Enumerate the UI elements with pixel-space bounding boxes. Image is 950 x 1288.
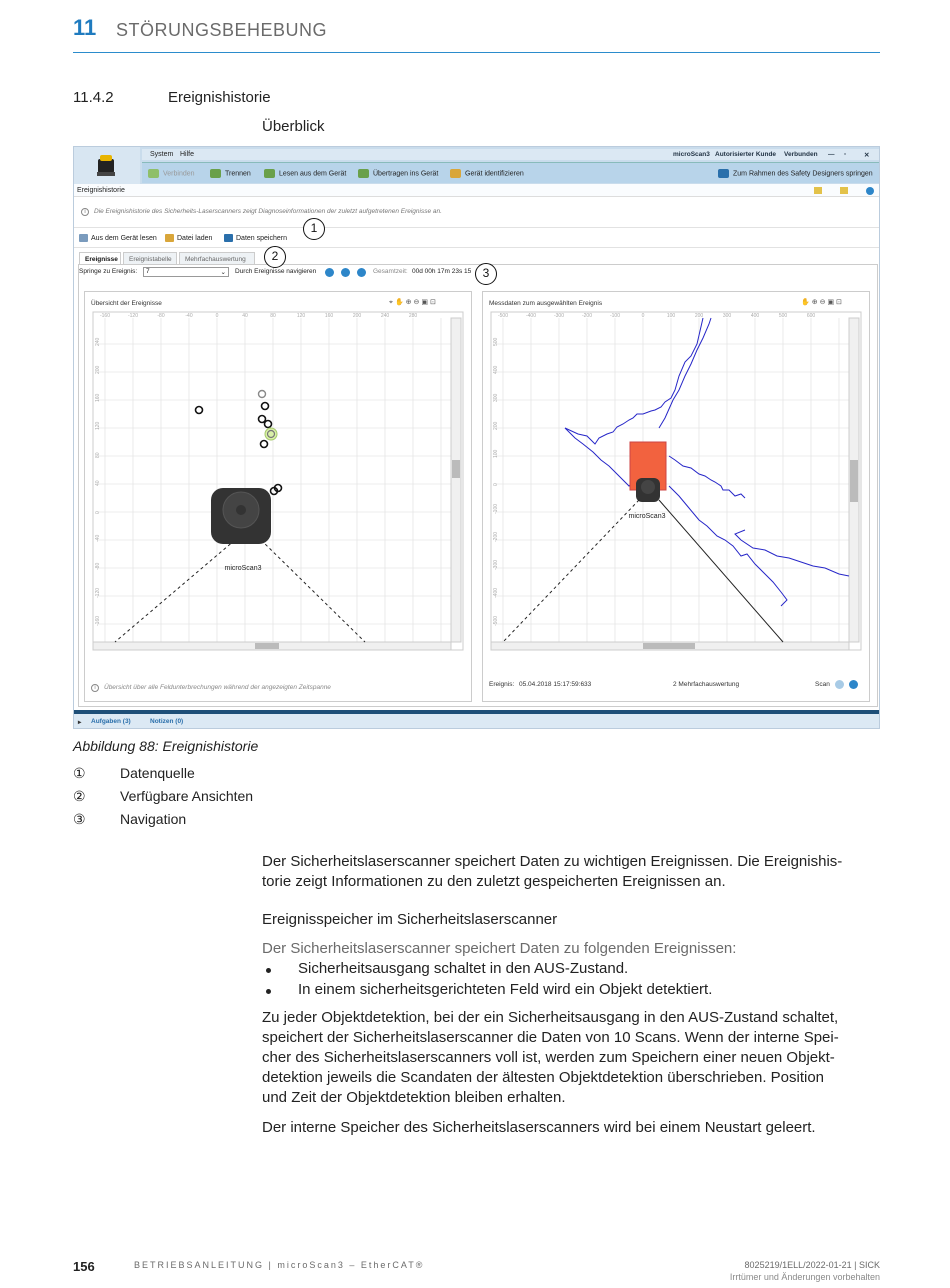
- events-overview-title: Übersicht der Ereignisse: [91, 300, 162, 307]
- chapter-title: STÖRUNGSBEHEBUNG: [116, 20, 328, 40]
- disconnect-label: Trennen: [225, 170, 251, 178]
- x-tick-label: 80: [270, 313, 276, 319]
- info-text: [81, 208, 442, 216]
- y-tick-label: 300: [493, 393, 499, 402]
- menu-system[interactable]: System: [150, 151, 174, 158]
- x-tick-label: -300: [553, 313, 565, 319]
- expand-icon[interactable]: ▸: [78, 719, 82, 726]
- x-tick-label: -400: [525, 313, 537, 319]
- breadcrumb: [74, 184, 880, 197]
- save-data-label: Daten speichern: [236, 234, 287, 242]
- transfer-device-button[interactable]: [358, 169, 438, 178]
- software-screenshot: [73, 146, 880, 729]
- y-tick-label: 80: [95, 452, 101, 458]
- y-tick-label: 200: [95, 365, 101, 374]
- y-tick-label: 120: [95, 421, 101, 430]
- x-tick-label: -80: [157, 313, 165, 319]
- first-event-icon[interactable]: [325, 268, 334, 277]
- divider: [74, 247, 880, 248]
- x-tick-label: -200: [581, 313, 593, 319]
- x-tick-label: 120: [296, 313, 306, 319]
- previous-event-icon[interactable]: [341, 268, 350, 277]
- x-tick-label: -40: [185, 313, 193, 319]
- read-from-device-icon: [79, 234, 88, 242]
- text-line: torie zeigt Informationen zu den zuletzt gespeicherten Ereignissen an.: [262, 873, 726, 890]
- total-time-value: 00d 00h 17m 23s 15: [412, 268, 472, 275]
- legend-text: Navigation: [120, 811, 187, 827]
- text-line: detektion jeweils die Scandaten der ältesten Objektdetektion überschrieben. Position: [262, 1069, 825, 1086]
- load-file-button[interactable]: [165, 234, 212, 242]
- list-item-text: In einem sicherheitsgerichteten Feld wird ein Objekt detektiert.: [298, 981, 713, 998]
- app-logo: [74, 147, 140, 184]
- info-label: Die Ereignishistorie des Sicherheits-Laserscanners zeigt Diagnoseinformationen der zuletzt aufgetretenen Ereignisse an.: [94, 208, 442, 215]
- section-title: Ereignishistorie: [168, 89, 271, 106]
- page-number: 156: [73, 1259, 95, 1274]
- save-data-button[interactable]: [224, 234, 287, 242]
- tab-events[interactable]: Ereignisse: [79, 252, 121, 265]
- x-tick-label: 280: [408, 313, 418, 319]
- safety-designer-icon: [718, 169, 729, 178]
- user-level-label: Autorisierter Kunde: [715, 151, 777, 158]
- load-file-label: Datei laden: [177, 234, 213, 242]
- y-tick-label: 240: [95, 337, 101, 346]
- menu-help[interactable]: Hilfe: [180, 151, 195, 158]
- event-select-value: 7: [146, 268, 150, 275]
- help-icons: [814, 186, 874, 196]
- overview-footer: [91, 684, 331, 692]
- events-overview-plot: [85, 310, 473, 660]
- x-tick-label: 500: [778, 313, 788, 319]
- x-tick-label: 40: [242, 313, 248, 319]
- y-tick-label: -40: [95, 534, 101, 542]
- toolbar: [142, 162, 880, 183]
- x-tick-label: 200: [352, 313, 362, 319]
- identify-device-label: Gerät identifizieren: [465, 170, 524, 178]
- y-tick-label: 0: [493, 483, 499, 486]
- breadcrumb-label: Ereignishistorie: [77, 187, 125, 194]
- info-icon: i: [91, 684, 99, 692]
- legend-text: Verfügbare Ansichten: [120, 788, 254, 804]
- y-tick-label: 40: [95, 480, 101, 486]
- info-icon: i: [81, 208, 89, 216]
- list-item: [262, 981, 880, 1001]
- x-tick-label: 240: [380, 313, 390, 319]
- chapter-number: 11: [73, 15, 97, 40]
- tab-multi-evaluation[interactable]: Mehrfachauswertung: [179, 252, 255, 265]
- legend-number: ①: [73, 765, 86, 781]
- menu-bar: [142, 149, 880, 160]
- y-tick-label: 200: [493, 421, 499, 430]
- app-header: [74, 147, 880, 184]
- y-tick-label: -80: [95, 562, 101, 570]
- svg-text:microScan3: microScan3: [224, 565, 262, 572]
- y-tick-label: -300: [493, 559, 499, 570]
- divider: [74, 227, 880, 228]
- safety-designer-label: Zum Rahmen des Safety Designers springen: [733, 170, 873, 178]
- y-tick-label: -160: [95, 615, 101, 626]
- folder-icon: [165, 234, 174, 242]
- device-label: microScan3: [673, 151, 710, 158]
- tab-event-table[interactable]: Ereignistabelle: [123, 252, 177, 265]
- bullet-icon: [266, 989, 271, 994]
- text-line: und Zeit der Objektdetektion bleiben erhalten.: [262, 1089, 566, 1106]
- chevron-down-icon: ⌄: [220, 269, 226, 276]
- y-tick-label: 100: [493, 449, 499, 458]
- intro-paragraph: [262, 852, 880, 892]
- text-line: cher des Sicherheitslaserscanners voll ist, werden zum Speichern einer neuen Objekt-: [262, 1049, 835, 1066]
- jump-label: Springe zu Ereignis:: [79, 268, 138, 275]
- legend-number: ③: [73, 811, 86, 827]
- zoom-tool-icons[interactable]: ⌖✋⊕⊖▣⊡: [389, 299, 438, 306]
- y-tick-label: -200: [493, 531, 499, 542]
- disconnect-button[interactable]: [210, 169, 251, 178]
- previous-scan-icon[interactable]: [835, 680, 844, 689]
- callout-2: 2: [264, 246, 286, 268]
- x-tick-label: 0: [215, 313, 219, 319]
- total-time-label: Gesamtzeit:: [373, 268, 408, 275]
- subsection-heading: Ereignisspeicher im Sicherheitslaserscanner: [262, 911, 558, 928]
- notes-link[interactable]: Notizen (0): [150, 718, 184, 725]
- navigate-label: Durch Ereignisse navigieren: [235, 268, 317, 275]
- text-line: Der Sicherheitslaserscanner speichert Daten zu wichtigen Ereignissen. Die Ereignishis-: [262, 853, 843, 870]
- event-select[interactable]: [143, 267, 229, 277]
- y-tick-label: 400: [493, 365, 499, 374]
- bullet-icon: [266, 968, 271, 973]
- text-line: Zu jeder Objektdetektion, bei der ein Sicherheitsausgang in den AUS-Zustand schaltet,: [262, 1009, 839, 1026]
- connect-label: Verbinden: [163, 170, 195, 178]
- section-number: 11.4.2: [73, 89, 114, 106]
- restart-paragraph: Der interne Speicher des Sicherheitslaserscanners wird bei einem Neustart geleert.: [262, 1119, 816, 1136]
- transfer-device-icon: [358, 169, 369, 178]
- safety-designer-jump-button[interactable]: [718, 169, 873, 178]
- connect-button[interactable]: [148, 169, 195, 178]
- zoom-tool-icons[interactable]: ✋⊕⊖▣⊡: [801, 299, 844, 306]
- y-tick-label: -400: [493, 587, 499, 598]
- y-tick-label: -120: [95, 587, 101, 598]
- callout-3: 3: [475, 263, 497, 285]
- event-timestamp: 05.04.2018 15:17:59:633: [519, 681, 592, 688]
- x-tick-label: 160: [324, 313, 334, 319]
- close-icon[interactable]: ✕: [864, 152, 870, 159]
- events-overview-panel: [84, 291, 472, 702]
- connect-icon: [148, 169, 159, 178]
- figure-caption: Abbildung 88: Ereignishistorie: [73, 738, 259, 754]
- scanner-logo-icon: [96, 153, 116, 177]
- callout-1: 1: [303, 218, 325, 240]
- maximize-icon[interactable]: ▫: [844, 151, 847, 158]
- header-divider: [73, 52, 880, 53]
- section-subtitle: Überblick: [262, 118, 325, 135]
- multi-evaluation-count: 2 Mehrfachauswertung: [673, 681, 740, 688]
- detection-paragraph: [262, 1008, 880, 1108]
- minimize-icon[interactable]: —: [828, 151, 835, 158]
- x-tick-label: 200: [694, 313, 704, 319]
- x-tick-label: 0: [641, 313, 645, 319]
- read-device-icon: [264, 169, 275, 178]
- svg-text:microScan3: microScan3: [628, 513, 666, 520]
- legend-text: Datenquelle: [120, 765, 195, 781]
- text-line: speichert der Sicherheitslaserscanner die Daten von 10 Scans. Wenn der interne Spei-: [262, 1029, 839, 1046]
- read-from-device-label: Aus dem Gerät lesen: [91, 234, 157, 242]
- tasks-link[interactable]: Aufgaben (3): [91, 718, 131, 725]
- event-measurement-panel: [482, 291, 870, 702]
- bottom-bar: [74, 714, 880, 729]
- y-tick-label: 160: [95, 393, 101, 402]
- next-event-icon[interactable]: [357, 268, 366, 277]
- y-tick-label: 500: [493, 337, 499, 346]
- read-device-button[interactable]: [264, 169, 346, 178]
- read-from-device-button[interactable]: [79, 234, 157, 242]
- x-tick-label: 600: [806, 313, 816, 319]
- overview-footer-label: Übersicht über alle Feldunterbrechungen während der angezeigten Zeitspanne: [104, 684, 331, 691]
- list-intro: Der Sicherheitslaserscanner speichert Daten zu folgenden Ereignissen:: [262, 940, 737, 957]
- scan-label: Scan: [815, 681, 830, 688]
- event-measurement-title: Messdaten zum ausgewählten Ereignis: [489, 300, 603, 307]
- x-tick-label: -100: [609, 313, 621, 319]
- x-tick-label: 300: [722, 313, 732, 319]
- legal-note: Irrtümer und Änderungen vorbehalten: [729, 1272, 880, 1282]
- connection-status: Verbunden: [784, 151, 818, 158]
- list-item: [262, 960, 880, 980]
- x-tick-label: 100: [666, 313, 676, 319]
- list-item-text: Sicherheitsausgang schaltet in den AUS-Zustand.: [298, 960, 629, 977]
- x-tick-label: -160: [99, 313, 111, 319]
- identify-device-button[interactable]: [450, 169, 524, 178]
- x-tick-label: -500: [497, 313, 509, 319]
- identify-device-icon: [450, 169, 461, 178]
- event-measurement-plot: [483, 310, 871, 660]
- save-icon: [224, 234, 233, 242]
- read-device-label: Lesen aus dem Gerät: [279, 170, 347, 178]
- event-label: Ereignis:: [489, 681, 515, 688]
- y-tick-label: 0: [95, 511, 101, 514]
- y-tick-label: -100: [493, 503, 499, 514]
- y-tick-label: -500: [493, 615, 499, 626]
- document-title: BETRIEBSANLEITUNG | microScan3 – EtherCAT®: [134, 1260, 425, 1270]
- transfer-device-label: Übertragen ins Gerät: [373, 170, 439, 178]
- disconnect-icon: [210, 169, 221, 178]
- x-tick-label: -120: [127, 313, 139, 319]
- legend-number: ②: [73, 788, 86, 804]
- next-scan-icon[interactable]: [849, 680, 858, 689]
- document-reference: 8025219/1ELL/2022-01-21 | SICK: [744, 1260, 880, 1270]
- x-tick-label: 400: [750, 313, 760, 319]
